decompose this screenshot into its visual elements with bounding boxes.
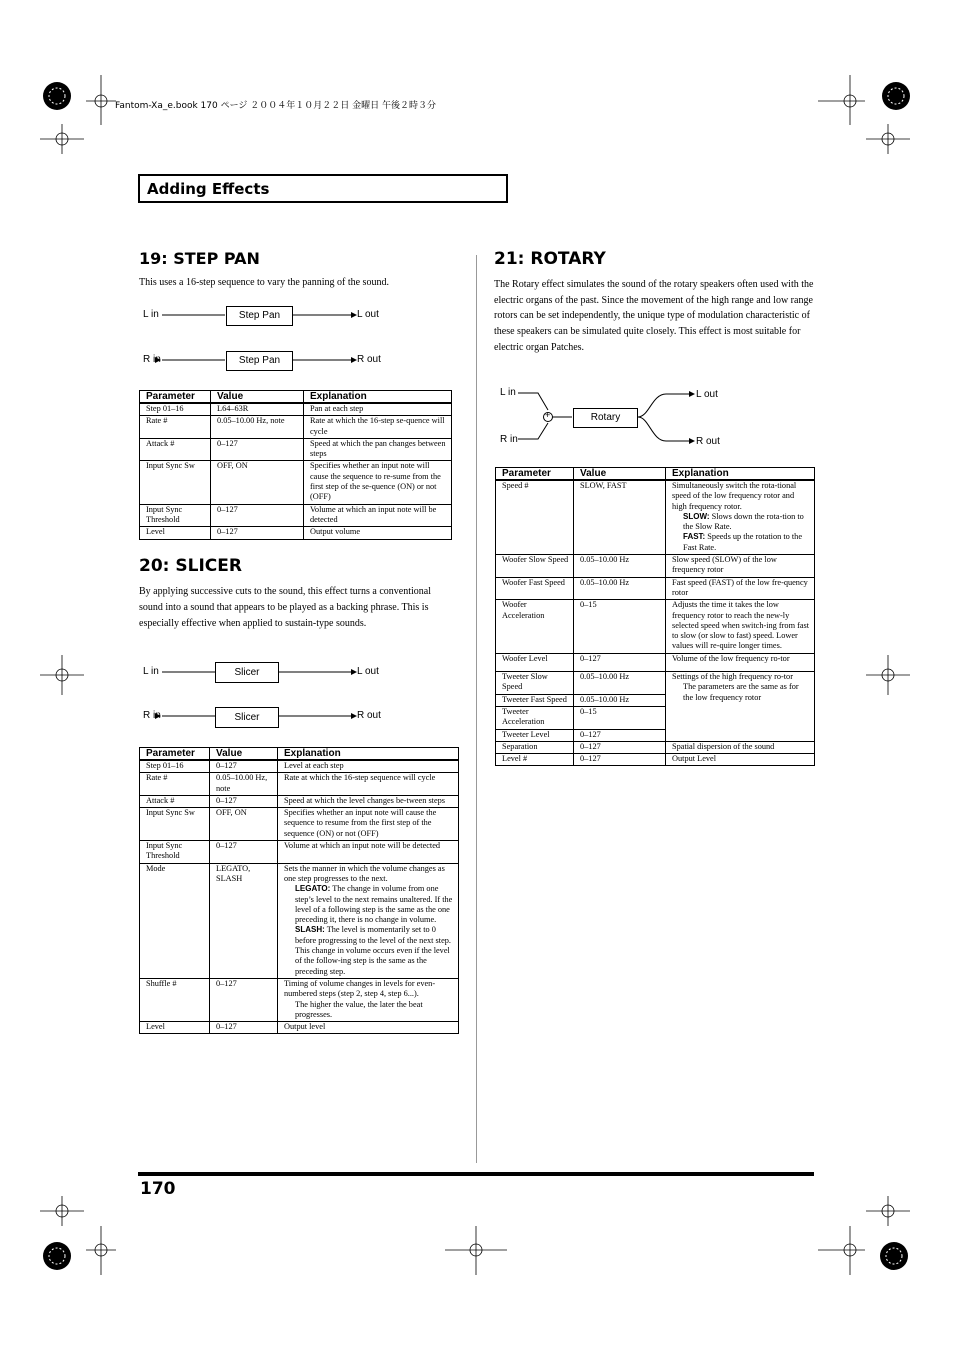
table-row (496, 653, 815, 671)
slow-note (672, 512, 810, 533)
value-cell: SLOW, FAST (574, 480, 666, 555)
r-in-label: R in (500, 434, 518, 445)
crosshair-icon (866, 1196, 910, 1226)
param-cell: Step 01–16 (140, 760, 210, 773)
param-cell: Woofer Slow Speed (496, 555, 574, 578)
col-header: Value (211, 391, 304, 404)
r-in-label: R in (143, 710, 161, 721)
explanation-cell: Specifies whether an input note will cause the sequence to re-sume from the first step of the se-quence (ON) or not (OFF) (304, 461, 452, 504)
section-title: Adding Effects (147, 180, 270, 198)
table-row (140, 760, 459, 773)
col-header: Parameter (140, 391, 211, 404)
starburst-icon (43, 82, 71, 110)
value-cell: 0–15 (574, 706, 666, 729)
explanation-cell: Volume at which an input note will be detected (304, 504, 452, 527)
crosshair-icon (866, 124, 910, 154)
crosshair-icon (818, 1226, 865, 1275)
l-out-label: L out (696, 389, 718, 400)
r-out-label: R out (696, 436, 720, 447)
param-cell: Shuffle # (140, 978, 210, 1021)
starburst-icon (43, 1242, 71, 1270)
slicer-title: 20: SLICER (139, 556, 242, 576)
explanation-cell: Spatial dispersion of the sound (666, 741, 815, 753)
explanation-cell: Level at each step (278, 760, 459, 773)
legato-text: The change in volume from one step’s level to the next remains unaltered. If the level of a following step is the same as the one preceding it, there is no change in volume. (295, 884, 453, 925)
step-pan-title: 19: STEP PAN (139, 249, 260, 268)
param-cell: Tweeter Acceleration (496, 706, 574, 729)
explanation-cell: Volume at which an input note will be detected (278, 841, 459, 864)
shuffle-note: The higher the value, the later the beat progresses. (295, 999, 423, 1019)
r-in-label: R in (143, 354, 161, 365)
slicer-description: By applying successive cuts to the sound, this effect turns a conventional sound into a sound that appears to be played as a backing phrase. This is especially effective when applied to sustain-type sounds. (139, 586, 431, 629)
legato-note (284, 884, 454, 925)
starburst-icon (880, 1242, 908, 1270)
explanation-cell: Specifies whether an input note will cause the sequence to resume from the first step of the sequence (ON) or not (OFF) (278, 808, 459, 841)
step-pan-description: This uses a 16-step sequence to vary the panning of the sound. (139, 277, 389, 288)
value-cell: 0–127 (210, 760, 278, 773)
param-cell: Rate # (140, 773, 210, 796)
value-cell: 0.05–10.00 Hz (574, 555, 666, 578)
table-row (140, 773, 459, 796)
param-cell: Speed # (496, 480, 574, 555)
crosshair-icon (86, 75, 116, 125)
fast-text: Speeds up the rotation to the Fast Rate. (683, 532, 803, 552)
value-cell: 0–127 (210, 795, 278, 807)
table-row (140, 403, 452, 416)
value-cell: 0.05–10.00 Hz (574, 694, 666, 706)
table-row (140, 527, 452, 539)
crosshair-icon (86, 1226, 116, 1275)
value-cell: 0–15 (574, 600, 666, 653)
slicer-box-bottom: Slicer (215, 707, 279, 728)
rotary-title: 21: ROTARY (494, 249, 606, 269)
slash-note (284, 925, 454, 976)
param-cell: Input Sync Sw (140, 461, 211, 504)
value-cell: 0.05–10.00 Hz, note (211, 416, 304, 439)
col-header: Explanation (666, 468, 815, 481)
explanation-cell: Rate at which the 16-step se-quence will cycle (304, 416, 452, 439)
explanation-cell: Pan at each step (304, 403, 452, 416)
l-out-label: L out (357, 666, 379, 677)
param-cell: Tweeter Level (496, 729, 574, 741)
value-cell: 0–127 (210, 978, 278, 1021)
explanation-cell (666, 672, 815, 742)
r-out-label: R out (357, 354, 381, 365)
param-cell: Separation (496, 741, 574, 753)
value-cell: 0–127 (210, 1022, 278, 1034)
param-cell: Attack # (140, 795, 210, 807)
table-row (140, 863, 459, 978)
explanation-cell: Speed at which the level changes be-tween steps (278, 795, 459, 807)
explanation-cell: Volume of the low frequency ro-tor (666, 653, 815, 671)
param-cell: Input Sync Threshold (140, 841, 210, 864)
fast-label: FAST: (683, 532, 706, 542)
value-cell: 0–127 (211, 504, 304, 527)
mode-explanation: Sets the manner in which the volume changes as one step progresses to the next. (284, 863, 445, 883)
shuffle-explanation: Timing of volume changes in levels for even-numbered steps (step 2, step 4, step 6...). (284, 978, 436, 999)
table-row (140, 795, 459, 807)
explanation-cell (278, 978, 459, 1021)
param-cell: Level (140, 1022, 210, 1034)
section-header (138, 174, 508, 203)
param-cell: Tweeter Fast Speed (496, 694, 574, 706)
param-cell: Woofer Fast Speed (496, 577, 574, 600)
print-info: Fantom-Xa_e.book 170 ページ ２００４年１０月２２日 金曜日 午後２時３分 (115, 101, 436, 111)
value-cell: 0–127 (574, 754, 666, 766)
value-cell: OFF, ON (211, 461, 304, 504)
l-out-label: L out (357, 309, 379, 320)
step-pan-box-bottom: Step Pan (226, 351, 293, 371)
l-in-label: L in (500, 387, 516, 398)
value-cell: 0–127 (211, 438, 304, 461)
value-cell: 0–127 (574, 741, 666, 753)
table-row (496, 555, 815, 578)
value-cell: 0–127 (210, 841, 278, 864)
explanation-cell: Rate at which the 16-step sequence will cycle (278, 773, 459, 796)
explanation-cell: Adjusts the time it takes the low frequency rotor to reach the new-ly selected speed when switch-ing from fast to slow (or slow to fast) speed. Lower values will re-quire longer times. (666, 600, 815, 653)
param-cell: Mode (140, 863, 210, 978)
crosshair-icon (818, 75, 865, 125)
table-row (140, 841, 459, 864)
slash-text: The level is momentarily set to 0 before progressing to the level of the next step. This change in volume occurs even if the level of the follow-ing step is the same as the preceding step. (295, 925, 451, 976)
legato-label: LEGATO: (295, 884, 331, 894)
table-row (140, 461, 452, 504)
crosshair-icon (866, 655, 910, 695)
table-row (496, 480, 815, 555)
step-pan-table (139, 390, 452, 540)
crosshair-icon (445, 1226, 507, 1275)
col-header: Parameter (496, 468, 574, 481)
col-header: Parameter (140, 748, 210, 761)
explanation-cell: Fast speed (FAST) of the low fre-quency rotor (666, 577, 815, 600)
rotary-description: The Rotary effect simulates the sound of the rotary speakers often used with the electric organs of the past. Since the movement of the high range and low range rotors can be set independently, the unique type of modulation characteristic of these speakers can be simulated quite closely. This effect is most suitable for electric organ Patches. (494, 279, 814, 353)
footer-rule (138, 1172, 814, 1176)
table-row (140, 1022, 459, 1034)
slow-label: SLOW: (683, 511, 710, 521)
value-cell: 0.05–10.00 Hz (574, 672, 666, 695)
table-row (140, 416, 452, 439)
param-cell: Input Sync Sw (140, 808, 210, 841)
r-out-label: R out (357, 710, 381, 721)
param-cell: Level # (496, 754, 574, 766)
explanation-cell: Output Level (666, 754, 815, 766)
explanation-cell: Output level (278, 1022, 459, 1034)
value-cell: 0.05–10.00 Hz (574, 577, 666, 600)
col-header: Explanation (278, 748, 459, 761)
table-row (140, 978, 459, 1021)
l-in-label: L in (143, 666, 159, 677)
crosshair-icon (40, 655, 84, 695)
fast-note (672, 532, 810, 553)
table-row (140, 504, 452, 527)
table-row (496, 741, 815, 753)
mix-symbol: + (545, 410, 551, 420)
value-cell: 0–127 (574, 653, 666, 671)
param-cell: Step 01–16 (140, 403, 211, 416)
col-header: Value (574, 468, 666, 481)
col-header: Explanation (304, 391, 452, 404)
tweeter-explanation: Settings of the high frequency ro-tor (672, 672, 793, 682)
page-number: 170 (140, 1179, 176, 1199)
l-in-label: L in (143, 309, 159, 320)
param-cell: Input Sync Threshold (140, 504, 211, 527)
table-row (496, 600, 815, 653)
param-cell: Level (140, 527, 211, 539)
table-row (140, 808, 459, 841)
value-cell: 0–127 (574, 729, 666, 741)
table-row (140, 438, 452, 461)
value-cell: 0.05–10.00 Hz, note (210, 773, 278, 796)
explanation-cell (666, 480, 815, 555)
slash-label: SLASH: (295, 925, 325, 935)
value-cell: OFF, ON (210, 808, 278, 841)
slicer-box-top: Slicer (215, 662, 279, 683)
explanation-cell: Output volume (304, 527, 452, 539)
crosshair-icon (40, 124, 84, 154)
value-cell: LEGATO, SLASH (210, 863, 278, 978)
param-cell: Woofer Level (496, 653, 574, 671)
explanation-cell (278, 863, 459, 978)
column-divider (476, 255, 477, 1163)
table-row (496, 672, 815, 695)
step-pan-box-top: Step Pan (226, 306, 293, 326)
explanation-cell: Slow speed (SLOW) of the low frequency rotor (666, 555, 815, 578)
tweeter-note: The parameters are the same as for the low frequency rotor (683, 682, 799, 702)
speed-explanation: Simultaneously switch the rota-tional speed of the low frequency rotor and high frequency rotor. (672, 481, 797, 511)
rotary-box: Rotary (573, 408, 638, 428)
table-row (496, 754, 815, 766)
param-cell: Woofer Acceleration (496, 600, 574, 653)
slow-text: Slows down the rota-tion to the Slow Rate. (683, 511, 804, 532)
value-cell: L64–63R (211, 403, 304, 416)
table-row (496, 577, 815, 600)
value-cell: 0–127 (211, 527, 304, 539)
explanation-cell: Speed at which the pan changes between steps (304, 438, 452, 461)
param-cell: Rate # (140, 416, 211, 439)
param-cell: Tweeter Slow Speed (496, 672, 574, 695)
rotary-table (495, 467, 815, 766)
starburst-icon (882, 82, 910, 110)
col-header: Value (210, 748, 278, 761)
slicer-table (139, 747, 459, 1034)
param-cell: Attack # (140, 438, 211, 461)
crosshair-icon (40, 1196, 84, 1226)
